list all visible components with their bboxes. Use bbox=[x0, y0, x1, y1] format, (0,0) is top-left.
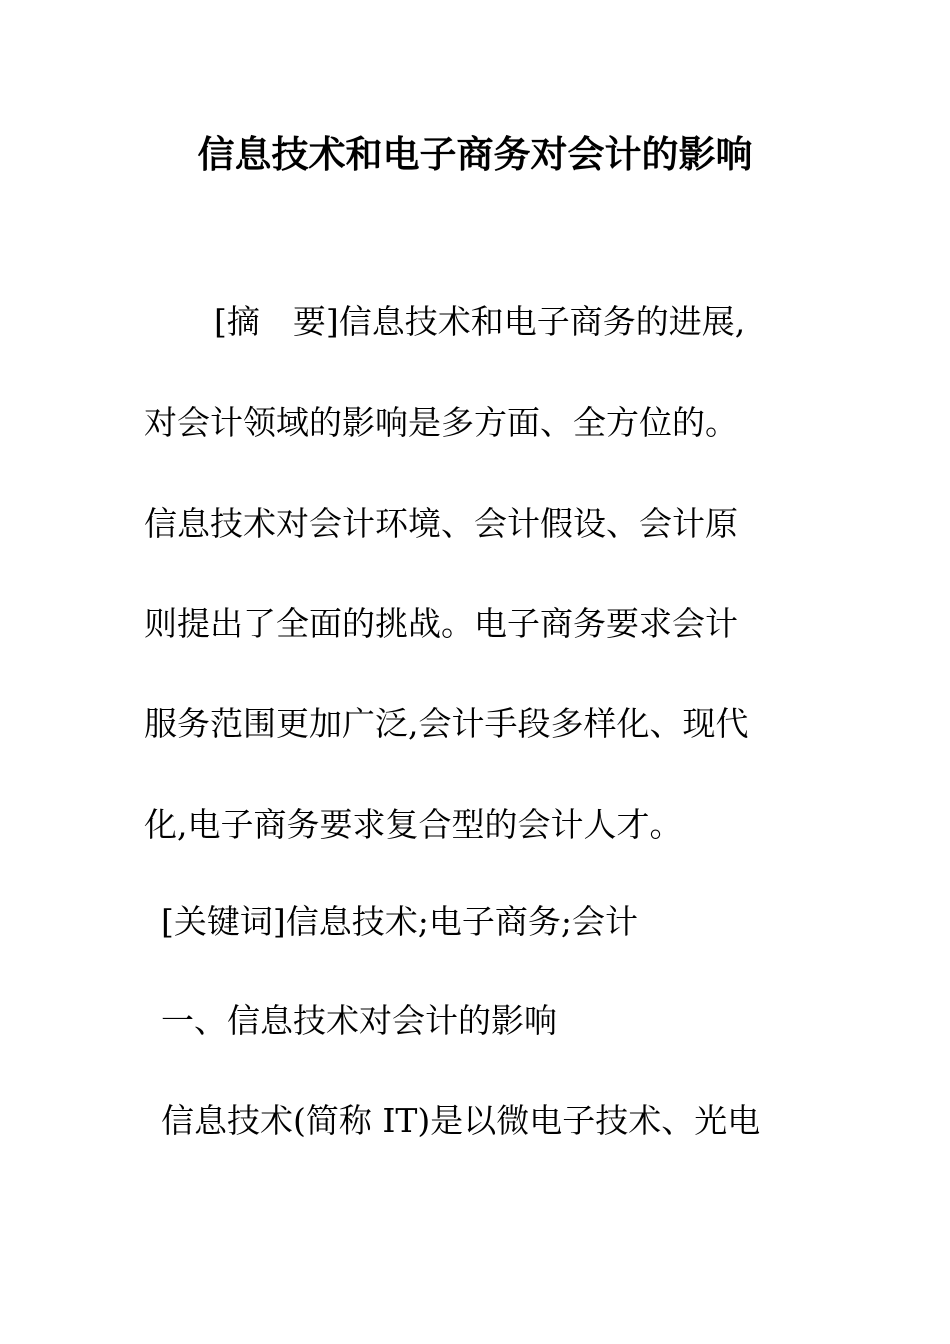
abstract-line-2: 对会计领域的影响是多方面、全方位的。 bbox=[144, 403, 738, 442]
document-title: 信息技术和电子商务对会计的影响 bbox=[197, 132, 753, 176]
body-line: 信息技术(简称 IT)是以微电子技术、光电 bbox=[161, 1101, 761, 1140]
abstract-line-6: 化,电子商务要求复合型的会计人才。 bbox=[144, 805, 683, 844]
abstract-line-4: 则提出了全面的挑战。电子商务要求会计 bbox=[144, 604, 738, 643]
keywords-line: [关键词]信息技术;电子商务;会计 bbox=[161, 902, 638, 941]
abstract-line-3: 信息技术对会计环境、会计假设、会计原 bbox=[144, 504, 738, 543]
section-heading: 一、信息技术对会计的影响 bbox=[161, 1001, 557, 1040]
abstract-line-1: [摘 要]信息技术和电子商务的进展, bbox=[214, 302, 746, 341]
abstract-line-5: 服务范围更加广泛,会计手段多样化、现代 bbox=[144, 704, 749, 743]
